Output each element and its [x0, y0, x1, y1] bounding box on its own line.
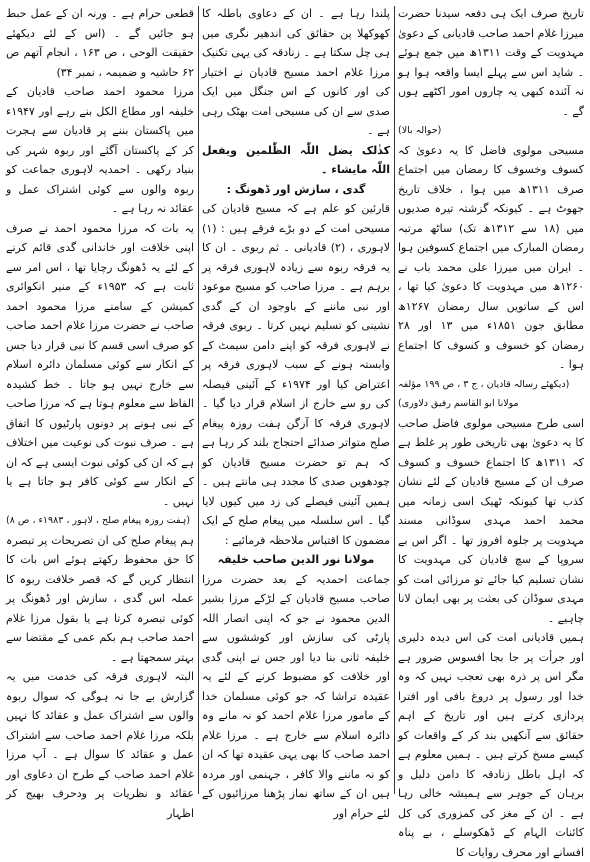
column-right	[398, 4, 585, 859]
section-heading: گدی ، سازش اور ڈھونگ :	[226, 182, 366, 196]
paragraph: قارئین کو علم ہے کہ مسیح قادیان کی مسیحی امت کے دو بڑے فرقے ہیں : (۱) لاہوری ، (۲) قادیانی ۔ ثم ربوی ۔ ان کا یہ فرقہ ربوہ سے زیادہ لاہوری فرقہ پر برہم ہے ۔ مرزا صاحب کو مسیح موعود اور نبی ماننے کے باوجود ان کے گدی نشینی کو تسلیم نہیں کرتا ۔ ربوی فرقہ نے لاہوری فرقہ کو اپنے دامن سیمٹ کے وابستہ ہونے کے سبب لاہوری فرقہ پر اعتراض کیا اور ۱۹۷۴ء کے آئینی فیصلہ کی رو سے خارج از اسلام قرار دیا گیا ۔ لاہوری فرقہ کا آرگن ہفت روزہ پیغام صلح متواتر صدائے احتجاج بلند کر رہا ہے کہ ہم تو حضرت مسیح قادیان کو چودھویں صدی کا مجدد ہی مانتے ہیں ۔ ہمیں آئینی فیصلے کی زد میں کیوں لایا گیا ۔ اس سلسلہ میں پیغام صلح کے ایک مضمون کا اقتباس ملاحظہ فرمائیے :	[202, 202, 390, 547]
paragraph: قطعی حرام ہے ۔ ورنہ ان کے عمل حبط ہو جائیں گے ۔ (اس کے لئے دیکھئے حقیقت الوحی ، ص ۱۶۳ ، انجام آتھم ص ۶۲ حاشیہ و ضمیمہ ، نمبر ۳۴)	[6, 7, 194, 79]
column-left	[6, 4, 194, 820]
paragraph: ہمیں قادیانی امت کی اس دیدہ دلیری اور جرأت پر جا بجا افسوس ضرور ہے مگر اس پر ذرہ بھی تعجب نہیں کہ وہ خدا اور رسول پر دروغ بافی اور افترا پردازی کرتے ہیں اور تاریخ کے اہم حقائق سے آنکھیں بند کر کے واقعات کو کیسے مسخ کرتے ہیں ۔ ہمیں معلوم ہے کہ اہل باطل زنادقہ کا دامن دلیل و برہان کے جوہر سے ہمیشہ خالی رہا ہے ۔ ان کے مغز کی کمزوری کی کل کائنات الہام کے ڈھکوسلے ، بے پناہ افسانے اور محرف روایات کا	[398, 631, 584, 859]
paragraph: مسیحی مولوی فاضل کا یہ دعویٰ کہ کسوف وخسوف کا رمضان میں اجتماع صرف ۱۳۱۱ھ میں ہوا ، خلاف تاریخ جھوٹ ہے ۔ کیونکہ گزشتہ تیرہ صدیوں میں (۱۸ سے ۱۳۱۲ھ تک) ساٹھ مرتبہ رمضان المبارک میں اجتماع کسوفین ہوا ۔ ایران میں میرزا علی محمد باب نے ۱۲۶۰ھ میں مہدویت کا دعویٰ کیا تھا ، اس کے ساتویں سال رمضان ۱۲۶۷ھ مطابق جون ۱۸۵۱ء میں ۱۳ اور ۲۸ رمضان کو خسوف و کسوف کا اجتماع ہوا ۔	[398, 143, 585, 371]
paragraph: تاریخ صرف ایک ہی دفعہ سیدنا حضرت میرزا غلام احمد صاحب قادیانی کے دعویٰ مہدویت کے وقت ۱۳۱۱ھ میں جمع ہوئے ۔ شاید اس سے پہلے ایسا واقعہ ہوا ہو نہ آئندہ کبھی یہ چاروں امور اکٹھے ہوں گے ۔	[398, 7, 584, 118]
reference: (حوالہ بالا)	[398, 125, 442, 136]
column-divider	[394, 6, 395, 794]
paragraph: پلندا رہا ہے ۔ ان کے دعاوی باطلہ کا کھوکھلا پن حقائق کی اندھیر نگری میں ہی چل سکتا ہے ۔ زنادقہ کی یہی تکنیک مرزا غلام احمد مسیح قادیان نے اختیار کی اور کانوں کے اس جنگل میں ایک صدی سے ان کی مسیحی امت بھٹک رہی ہے ۔	[202, 7, 390, 137]
paragraph: جماعت احمدیہ کے بعد حضرت مرزا صاحب مسیح قادیان کے لڑکے مرزا بشیر الدین محمود نے جو کہ اپنی انصار اللہ پارٹی کی سازش اور کوششوں سے خلیفہ ثانی بنا دیا اور جس نے اپنی گدی اور خلافت کو مضبوط کرنے کے لئے یہ عقیدہ تراشا کہ جو کوئی مسلمان خدا کے مامور مرزا غلام احمد کو نہ مانے وہ دائرہ اسلام سے خارج ہے ۔ مرزا غلام احمد صاحب کا بھی یہی عقیدہ تھا کہ ان کو نہ ماننے والا کافر ، جہنمی اور مردہ ہیں ان کے ساتھ نماز پڑھنا مرزائیوں کے لئے حرام اور	[202, 572, 390, 820]
column-middle	[202, 4, 390, 820]
paragraph: البتہ لاہوری فرقہ کی خدمت میں یہ گزارش بے جا نہ ہوگی کہ سوال ربوہ والوں سے اشتراک عمل و عقائد کا نہیں بلکہ مرزا غلام احمد صاحب سے اشتراک عمل و عقائد کا سوال ہے ۔ آپ مرزا غلام احمد صاحب کے طرح ان دعاوی اور عقائد و نظریات پر ودحرف بھیج کر اظہار	[6, 670, 194, 820]
reference: (دیکھئے رسالہ قادیان ، ج ۳ ، ص ۱۹۹ مؤلفہ مولانا ابو القاسم رفیق دلاوری)	[398, 378, 570, 409]
paragraph: ہم پیغام صلح کی ان تصریحات پر تبصرہ کا حق محفوظ رکھتے ہوئے اس بات کا انتظار کریں گے کہ قصر خلافت ربوہ کا عملہ اس گدی ، سازش اور ڈھونگ پر کوئی تبصرہ کرتا ہے یا بقول مرزا غلام احمد صاحب ہم بکم عمی کے مقتضا سے بہتر سمجھتا ہے ۔	[6, 533, 194, 664]
column-divider	[198, 6, 199, 794]
paragraph: یہ بات کہ مرزا محمود احمد نے صرف اپنی خلافت اور خاندانی گدی قائم کرنے کے لئے یہ ڈھونگ رچایا تھا ، اس امر سے ثابت ہے کہ ۱۹۵۳ء کے منیر انکوائری کمیشن کے سامنے مرزا محمود احمد صاحب نے حضرت مرزا غلام احمد صاحب کو صرف اسی قسم کا نبی قرار دیا جس کے انکار سے کوئی مسلمان دائرہ اسلام سے خارج نہیں ہو جاتا ۔ خط کشیدہ الفاظ سے معلوم ہوتا ہے کہ مرزا صاحب کے نبی ہونے پر دونوں پارٹیوں کا اتفاق ہے ۔ صرف نبوت کی نوعیت میں اختلاف ہے کہ ان کی کوئی نبوت ایسی ہے کہ ان کے انکار سے کوئی کافر ہو جاتا ہے یا نہیں ۔	[6, 221, 194, 508]
closing-phrase: کذٰلک یضل اللّٰہ الظّٰلمین ویفعل اللّٰہ مایشاء ۔	[202, 143, 390, 176]
quote-author: مولانا نور الدین صاحب خلیفہ	[217, 553, 375, 566]
reference: (ہفت روزہ پیغام صلح ، لاہور ، ۱۹۸۳ء ، ص ۸)	[6, 515, 191, 526]
paragraph: اسی طرح مسیحی مولوی فاضل صاحب کا یہ دعویٰ بھی تاریخی طور پر غلط ہے کہ ۱۳۱۱ھ کا اجتماع خسوف و کسوف صرف ان کے مسیح قادیان کے لئے نشان کذب تھا کیونکہ ٹھیک اسی زمانہ میں محمد احمد مہدی سوڈانی مسند مہدویت پر جلوہ افروز تھا ۔ اگر اس بے سروپا کے سچ قادیان کی مہدویت کا نشان تسلیم کیا جائے تو مرزائی امت کو مہدی سوڈان کی بعثت پر بھی ایمان لانا چاہیے ۔	[398, 416, 584, 625]
paragraph: مرزا محمود احمد صاحب قادیان کے خلیفہ اور مطاع الکل بنے رہے اور ۱۹۴۷ء میں پاکستان بننے پر قادیان سے ہجرت کر کے پاکستان آگئے اور ربوہ شہر کی بنیاد رکھی ۔ احمدیہ لاہوری جماعت کو ربوہ والوں سے کوئی اشتراک عمل و عقائد نہ رہا ہے ۔	[6, 85, 194, 215]
